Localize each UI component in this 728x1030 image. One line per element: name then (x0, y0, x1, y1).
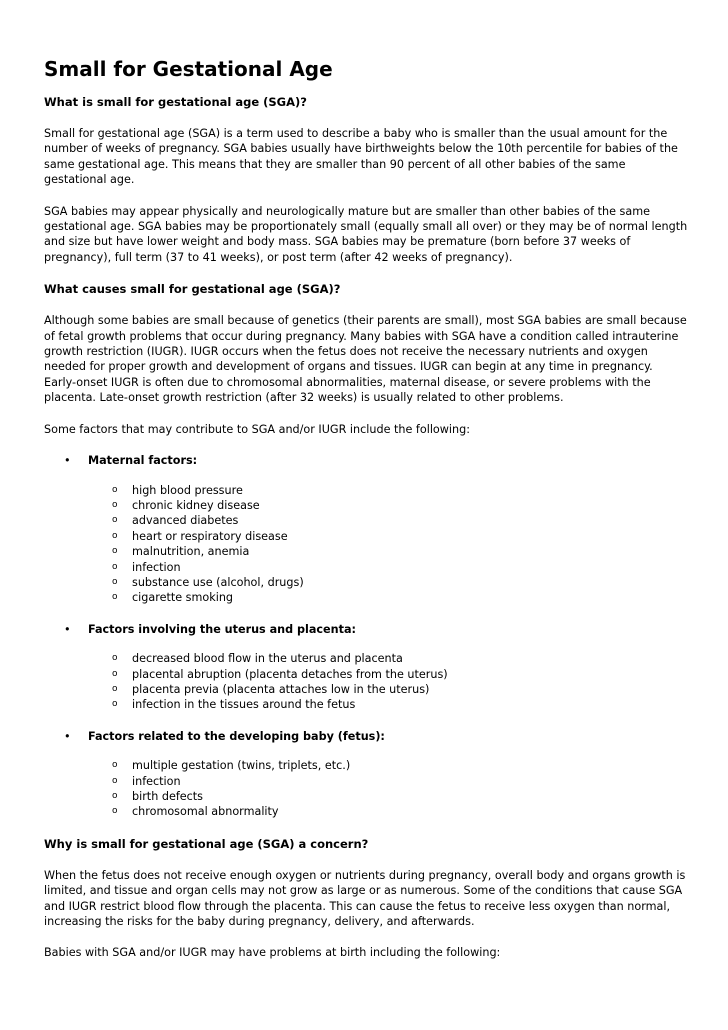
list-item-text: infection (132, 774, 181, 788)
circle-bullet-icon: o (112, 576, 118, 587)
list-item (44, 498, 688, 513)
circle-bullet-icon: o (112, 499, 118, 510)
circle-bullet-icon: o (112, 683, 118, 694)
factor-group-maternal (44, 453, 688, 606)
factor-label: Factors involving the uterus and placenta: (88, 622, 356, 636)
list-item (44, 544, 688, 559)
list-item-text: placental abruption (placenta detaches from the uterus) (132, 667, 448, 681)
circle-bullet-icon: o (112, 760, 118, 771)
list-item (44, 483, 688, 498)
circle-bullet-icon: o (112, 775, 118, 786)
list-item-text: chromosomal abnormality (132, 805, 279, 819)
circle-bullet-icon: o (112, 546, 118, 557)
list-item-text: chronic kidney disease (132, 498, 260, 512)
section-heading-concern: Why is small for gestational age (SGA) a concern? (44, 836, 369, 851)
circle-bullet-icon: o (112, 530, 118, 541)
paragraph-causes: Although some babies are small because of genetics (their parents are small), most SGA babies are small because of fetal growth problems that occur during pregnancy. Many babies with SGA have a condition called intrauterine growth restriction (IUGR). IUGR occurs when the fetus does not receive the necessary nutrients and oxygen needed for proper growth and development of organs and tissues. IUGR can begin at any time in pregnancy. Early-onset IUGR is often due to chromosomal abnormalities, maternal disease, or severe problems with the placenta. Late-onset growth restriction (after 32 weeks) is usually related to other problems. (44, 314, 687, 405)
factor-group-fetus (44, 729, 688, 820)
circle-bullet-icon: o (112, 806, 118, 817)
circle-bullet-icon: o (112, 515, 118, 526)
list-item (44, 758, 688, 773)
paragraph-sga-appearance: SGA babies may appear physically and neurologically mature but are smaller than other babies of the same gestational age. SGA babies may be proportionately small (equally small all over) or they may be of normal length and size but have lower weight and body mass. SGA babies may be premature (born before 37 weeks of pregnancy), full term (37 to 41 weeks), or post term (after 42 weeks of pregnancy). (44, 204, 688, 264)
circle-bullet-icon: o (112, 484, 118, 495)
paragraph-factors-intro: Some factors that may contribute to SGA and/or IUGR include the following: (44, 422, 470, 436)
factor-label: Factors related to the developing baby (fetus): (88, 729, 385, 743)
list-item-text: decreased blood flow in the uterus and placenta (132, 652, 403, 666)
list-item (44, 667, 688, 682)
fetus-factors-list (44, 758, 688, 820)
uterus-placenta-factors-list (44, 651, 688, 713)
list-item-text: cigarette smoking (132, 591, 234, 605)
list-item (44, 513, 688, 528)
paragraph-concern: When the fetus does not receive enough oxygen or nutrients during pregnancy, overall body and organs growth is limited, and tissue and organ cells may not grow as large or as numerous. Some of the conditions that cause SGA and IUGR restrict blood flow through the placenta. This can cause the fetus to receive less oxygen than normal, increasing the risks for the baby during pregnancy, delivery, and afterwards. (44, 868, 686, 929)
factor-group-uterus-placenta (44, 622, 688, 713)
page-title: Small for Gestational Age (44, 57, 333, 81)
circle-bullet-icon: o (112, 653, 118, 664)
list-item (44, 560, 688, 575)
list-item (44, 804, 688, 819)
list-item (44, 651, 688, 666)
factor-heading-fetus (44, 729, 688, 744)
list-item-text: infection in the tissues around the fetus (132, 698, 356, 712)
bullet-icon: • (64, 729, 71, 743)
list-item (44, 529, 688, 544)
list-item-text: malnutrition, anemia (132, 545, 250, 559)
list-item-text: multiple gestation (twins, triplets, etc.) (132, 759, 351, 773)
list-item-text: birth defects (132, 790, 204, 803)
circle-bullet-icon: o (112, 592, 118, 603)
list-item-text: placenta previa (placenta attaches low in the uterus) (132, 682, 430, 696)
section-heading-causes: What causes small for gestational age (SGA)? (44, 282, 341, 297)
factor-label: Maternal factors: (88, 454, 198, 468)
circle-bullet-icon: o (112, 668, 118, 679)
factor-heading-maternal (44, 453, 688, 468)
list-item (44, 575, 688, 590)
bullet-icon: • (64, 454, 71, 468)
circle-bullet-icon: o (112, 791, 118, 801)
list-item (44, 590, 688, 605)
paragraph-sga-definition: Small for gestational age (SGA) is a term used to describe a baby who is smaller than the usual amount for the number of weeks of pregnancy. SGA babies usually have birthweights below the 10th percentile for babies of the same gestational age. This means that they are smaller than 90 percent of all other babies of the same gestational age. (44, 127, 678, 187)
list-item-text: high blood pressure (132, 483, 243, 497)
list-item-text: heart or respiratory disease (132, 529, 288, 543)
paragraph-birth-problems-intro: Babies with SGA and/or IUGR may have problems at birth including the following: (44, 946, 501, 960)
list-item (44, 774, 688, 789)
list-item (44, 789, 688, 804)
circle-bullet-icon: o (112, 561, 118, 572)
list-item-text: infection (132, 560, 181, 574)
list-item (44, 682, 688, 697)
section-heading-what-is-sga: What is small for gestational age (SGA)? (44, 95, 307, 109)
maternal-factors-list (44, 483, 688, 606)
list-item (44, 697, 688, 712)
circle-bullet-icon: o (112, 699, 118, 710)
factor-heading-uterus-placenta (44, 622, 688, 637)
list-item-text: advanced diabetes (132, 514, 239, 528)
bullet-icon: • (64, 622, 71, 636)
list-item-text: substance use (alcohol, drugs) (132, 575, 304, 589)
